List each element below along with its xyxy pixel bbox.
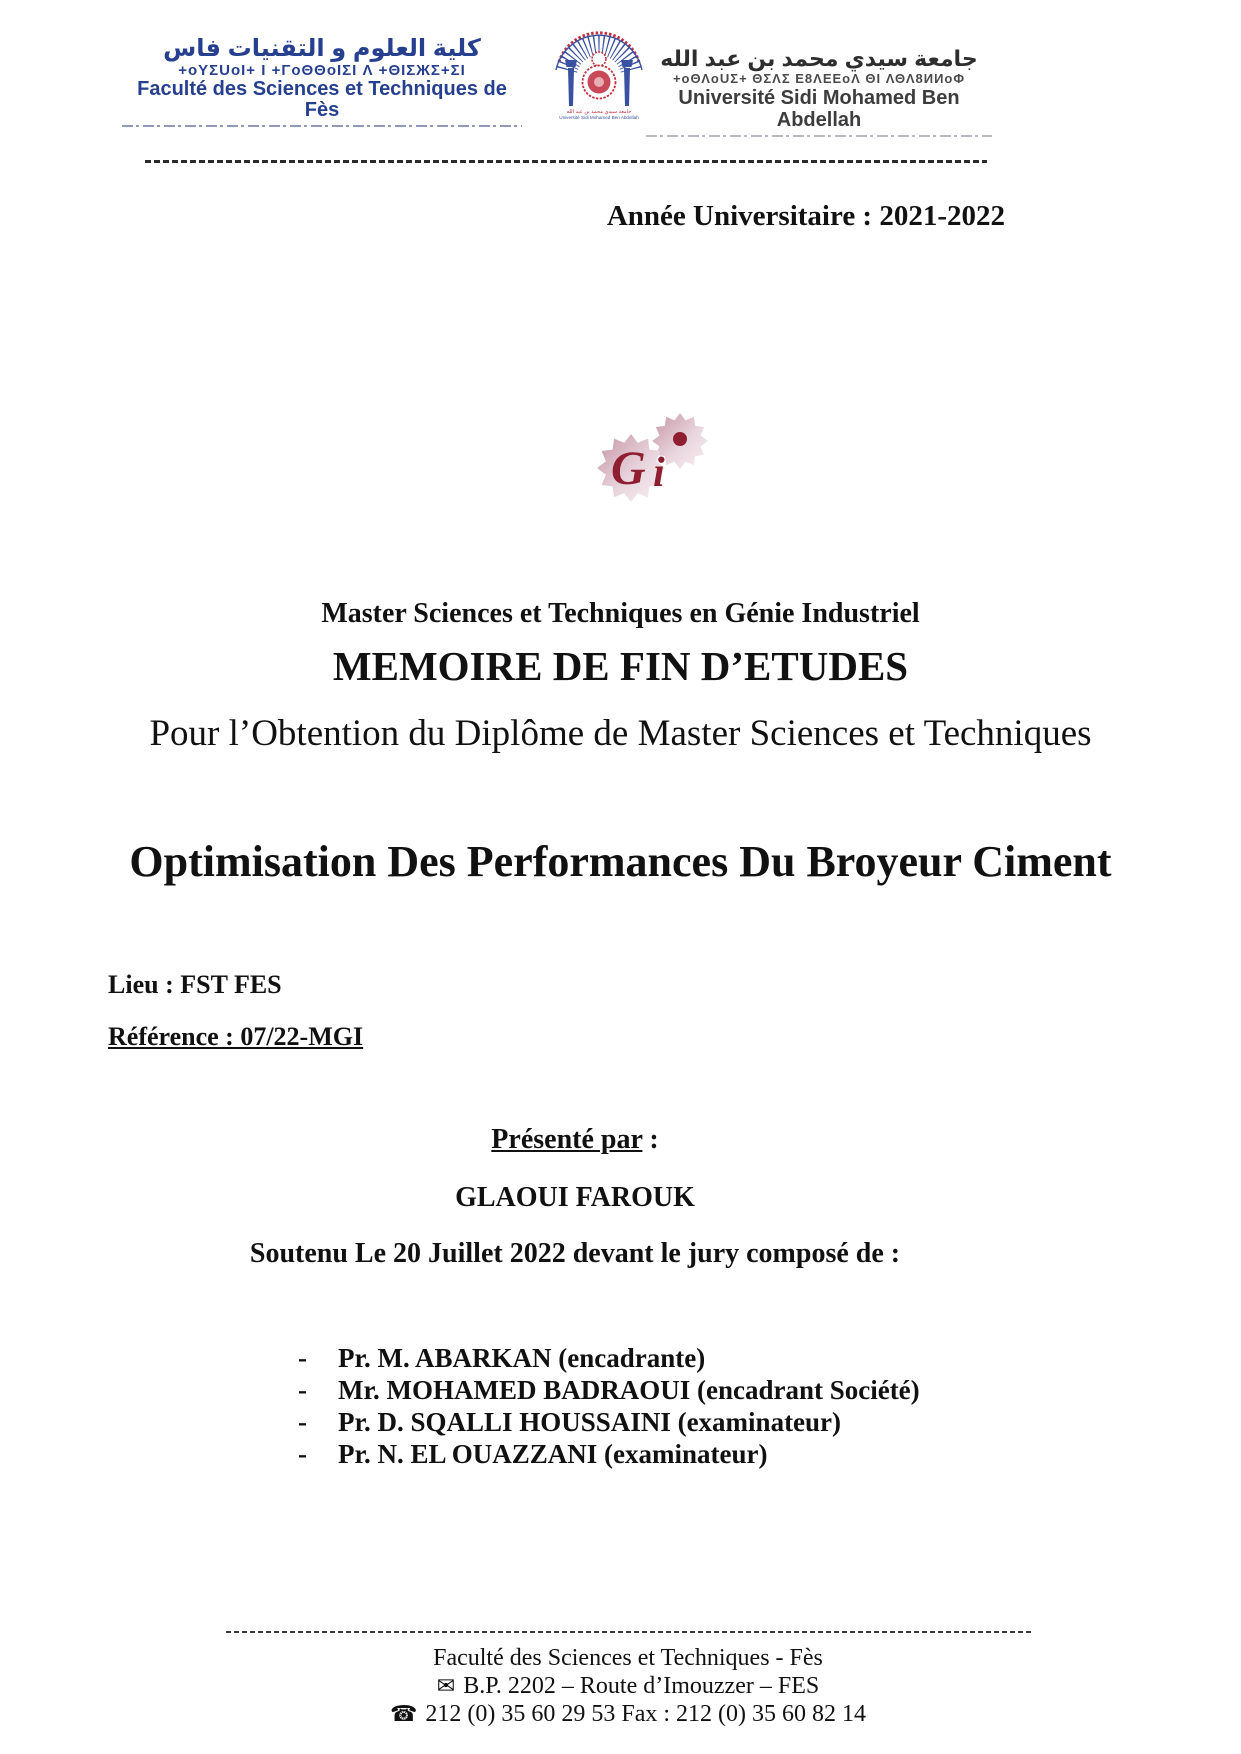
presented-by-underlined: Présenté par xyxy=(491,1124,643,1155)
thesis-title: Optimisation Des Performances Du Broyeur Ciment xyxy=(129,837,1112,886)
document-type-title: MEMOIRE DE FIN D’ETUDES xyxy=(332,643,909,689)
faculty-header-block xyxy=(122,36,522,133)
footer-faculty-name: Faculté des Sciences et Techniques - Fès xyxy=(433,1645,823,1671)
gi-dot-icon xyxy=(673,432,687,446)
jury-bullet: - xyxy=(298,1375,307,1405)
footer-address-line xyxy=(15,1673,1241,1700)
university-header-block xyxy=(646,46,992,142)
presented-by-colon: : xyxy=(642,1124,659,1155)
phone-icon: ☎ xyxy=(389,1701,418,1726)
jury-member: Pr. D. SQALLI HOUSSAINI (examinateur) xyxy=(338,1407,842,1437)
footer-address-text: B.P. 2202 – Route d’Imouzzer – FES xyxy=(463,1673,820,1699)
master-program-line: Master Sciences et Techniques en Génie Industriel xyxy=(321,598,920,629)
presented-by-label xyxy=(0,1124,1150,1156)
author-name: GLAOUI FAROUK xyxy=(455,1182,695,1213)
jury-row xyxy=(298,1374,920,1406)
university-underline xyxy=(646,135,992,137)
mail-icon: ✉ xyxy=(436,1673,456,1698)
jury-row xyxy=(298,1406,920,1438)
academic-year: Année Universitaire : 2021-2022 xyxy=(606,200,1005,232)
footer-dashed-separator xyxy=(226,1631,1032,1633)
emblem-caption-arabic: جامعة سيدي محمد بن عبد الله xyxy=(566,109,632,115)
footer-phone-line xyxy=(15,1701,1241,1728)
jury-bullet: - xyxy=(298,1439,307,1469)
jury-member: Pr. M. ABARKAN (encadrante) xyxy=(338,1343,706,1373)
faculty-underline xyxy=(122,125,522,127)
reference-line: Référence : 07/22-MGI xyxy=(108,1022,364,1051)
faculty-name-french: Faculté des Sciences et Techniques de Fès xyxy=(137,78,507,121)
footer-phone-text: 212 (0) 35 60 29 53 Fax : 212 (0) 35 60 82 14 xyxy=(425,1701,867,1727)
university-name-tifinagh: +oΘΛoUΣ+ ΘΣΛΣ Ε8ΛΕΕoΛ ΘI ΛΘΛ8ИИoΦ xyxy=(672,71,966,86)
jury-bullet: - xyxy=(298,1407,307,1437)
jury-member: Pr. N. EL OUAZZANI (examinateur) xyxy=(338,1439,768,1469)
emblem-medallion-icon xyxy=(583,52,616,99)
emblem-caption-latin: Université Sidi Mohamed Ben Abdellah xyxy=(559,115,639,120)
jury-member: Mr. MOHAMED BADRAOUI (encadrant Société) xyxy=(338,1375,920,1405)
faculty-name-arabic: كلية العلوم و التقنيات فاس xyxy=(163,35,481,62)
location-line: Lieu : FST FES xyxy=(108,970,282,999)
jury-bullet: - xyxy=(298,1343,307,1373)
university-name-arabic: جامعة سيدي محمد بن عبد الله xyxy=(660,46,978,71)
gi-letter-g: G xyxy=(611,442,646,495)
gi-letter-i: i xyxy=(653,450,665,496)
jury-list xyxy=(298,1342,920,1470)
header-dashed-separator xyxy=(145,160,987,163)
faculty-name-tifinagh: +oYΣUoI+ I +ΓoΘΘoIΣI Λ +ΘIΣЖΣ+ΣI xyxy=(178,62,466,79)
degree-purpose-line: Pour l’Obtention du Diplôme de Master Sciences et Techniques xyxy=(149,713,1092,754)
jury-row xyxy=(298,1438,920,1470)
genie-industriel-logo xyxy=(585,408,710,513)
university-emblem-logo xyxy=(543,10,655,127)
defense-line: Soutenu Le 20 Juillet 2022 devant le jury composé de : xyxy=(249,1238,901,1269)
university-name-french: Université Sidi Mohamed Ben Abdellah xyxy=(678,87,960,131)
jury-row xyxy=(298,1342,920,1374)
